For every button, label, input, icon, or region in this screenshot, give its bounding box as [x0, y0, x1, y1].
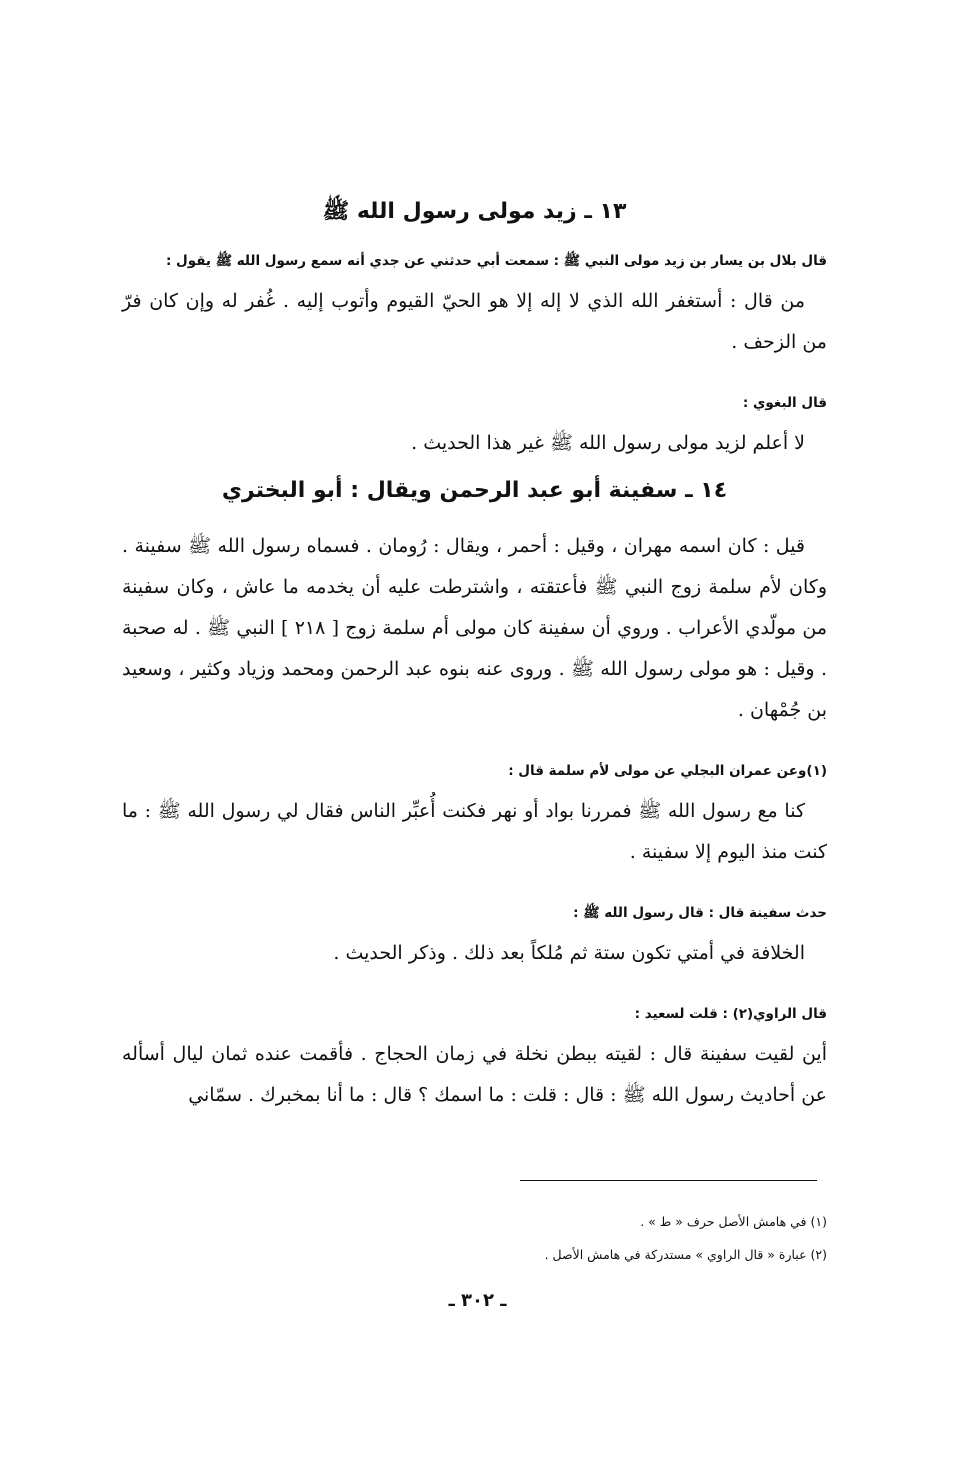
footnote-separator: [520, 1180, 817, 1181]
footnote-1: (١) في هامش الأصل حرف « ط » .: [640, 1214, 827, 1229]
footnote-2: (٢) عبارة « قال الراوي » مستدركة في هامش الأصل .: [544, 1247, 827, 1262]
isnad-safina: حدث سفينة قال : قال رسول الله ﷺ :: [573, 905, 827, 921]
isnad-baghawi: قال البغوي :: [742, 395, 827, 411]
section-14-title: ١٤ ـ سفينة أبو عبد الرحمن ويقال : أبو البختري: [221, 478, 728, 503]
hadith-khilafa: الخلافة في أمتي تكون ستة ثم مُلكاً بعد ذلك . وذكر الحديث .: [333, 942, 805, 964]
page-number: ـ ٣٠٢ ـ: [448, 1290, 507, 1311]
safina-biography: قيل : كان اسمه مهران ، وقيل : أحمر ، ويقال : رُومان . فسماه رسول الله ﷺ سفينة . وكان لأم سلمة زوج النبي ﷺ فأعتقته ، واشترطت عليه أن يخدمه ما عاش ، وكان سفينة من مولّدي الأعراب . وروي أن سفينة كان مولى أم سلمة زوج [ ٢١٨ ] النبي ﷺ . له صحبة . وقيل : هو مولى رسول الله ﷺ . وروى عنه بنوه عبد الرحمن ومحمد وزياد وكثير ، وسعيد بن جُمْهان .: [122, 535, 827, 721]
page-body: [122, 195, 827, 1116]
hadith-istighfar: من قال : أستغفر الله الذي لا إله إلا هو الحيّ القيوم وأتوب إليه . غُفر له وإن كان فرّ من الزحف .: [122, 290, 827, 353]
hadith-safina-name: كنا مع رسول الله ﷺ فمررنا بواد أو نهر فكنت أُعبِّر الناس فقال لي رسول الله ﷺ : ما كنت منذ اليوم إلا سفينة .: [122, 800, 827, 863]
rawi-account: أين لقيت سفينة قال : لقيته ببطن نخلة في زمان الحجاج . فأقمت عنده ثمان ليال أسأله عن أحاديث رسول الله ﷺ : قال : قلت : ما اسمك ؟ قال : ما أنا بمخبرك . سمّاني: [122, 1043, 827, 1106]
section-13-title: ١٣ ـ زيد مولى رسول الله ﷺ: [322, 199, 627, 224]
isnad-imran: (١)وعن عمران البجلي عن مولى لأم سلمة قال :: [508, 763, 827, 779]
baghawi-remark: لا أعلم لزيد مولى رسول الله ﷺ غير هذا الحديث .: [411, 432, 805, 454]
footnotes: [122, 1205, 827, 1271]
isnad-bilal: قال بلال بن يسار بن زيد مولى النبي ﷺ : سمعت أبي حدثني عن جدي أنه سمع رسول الله ﷺ يقول :: [165, 253, 827, 269]
isnad-rawi: قال الراوي(٢) : قلت لسعيد :: [634, 1006, 827, 1022]
